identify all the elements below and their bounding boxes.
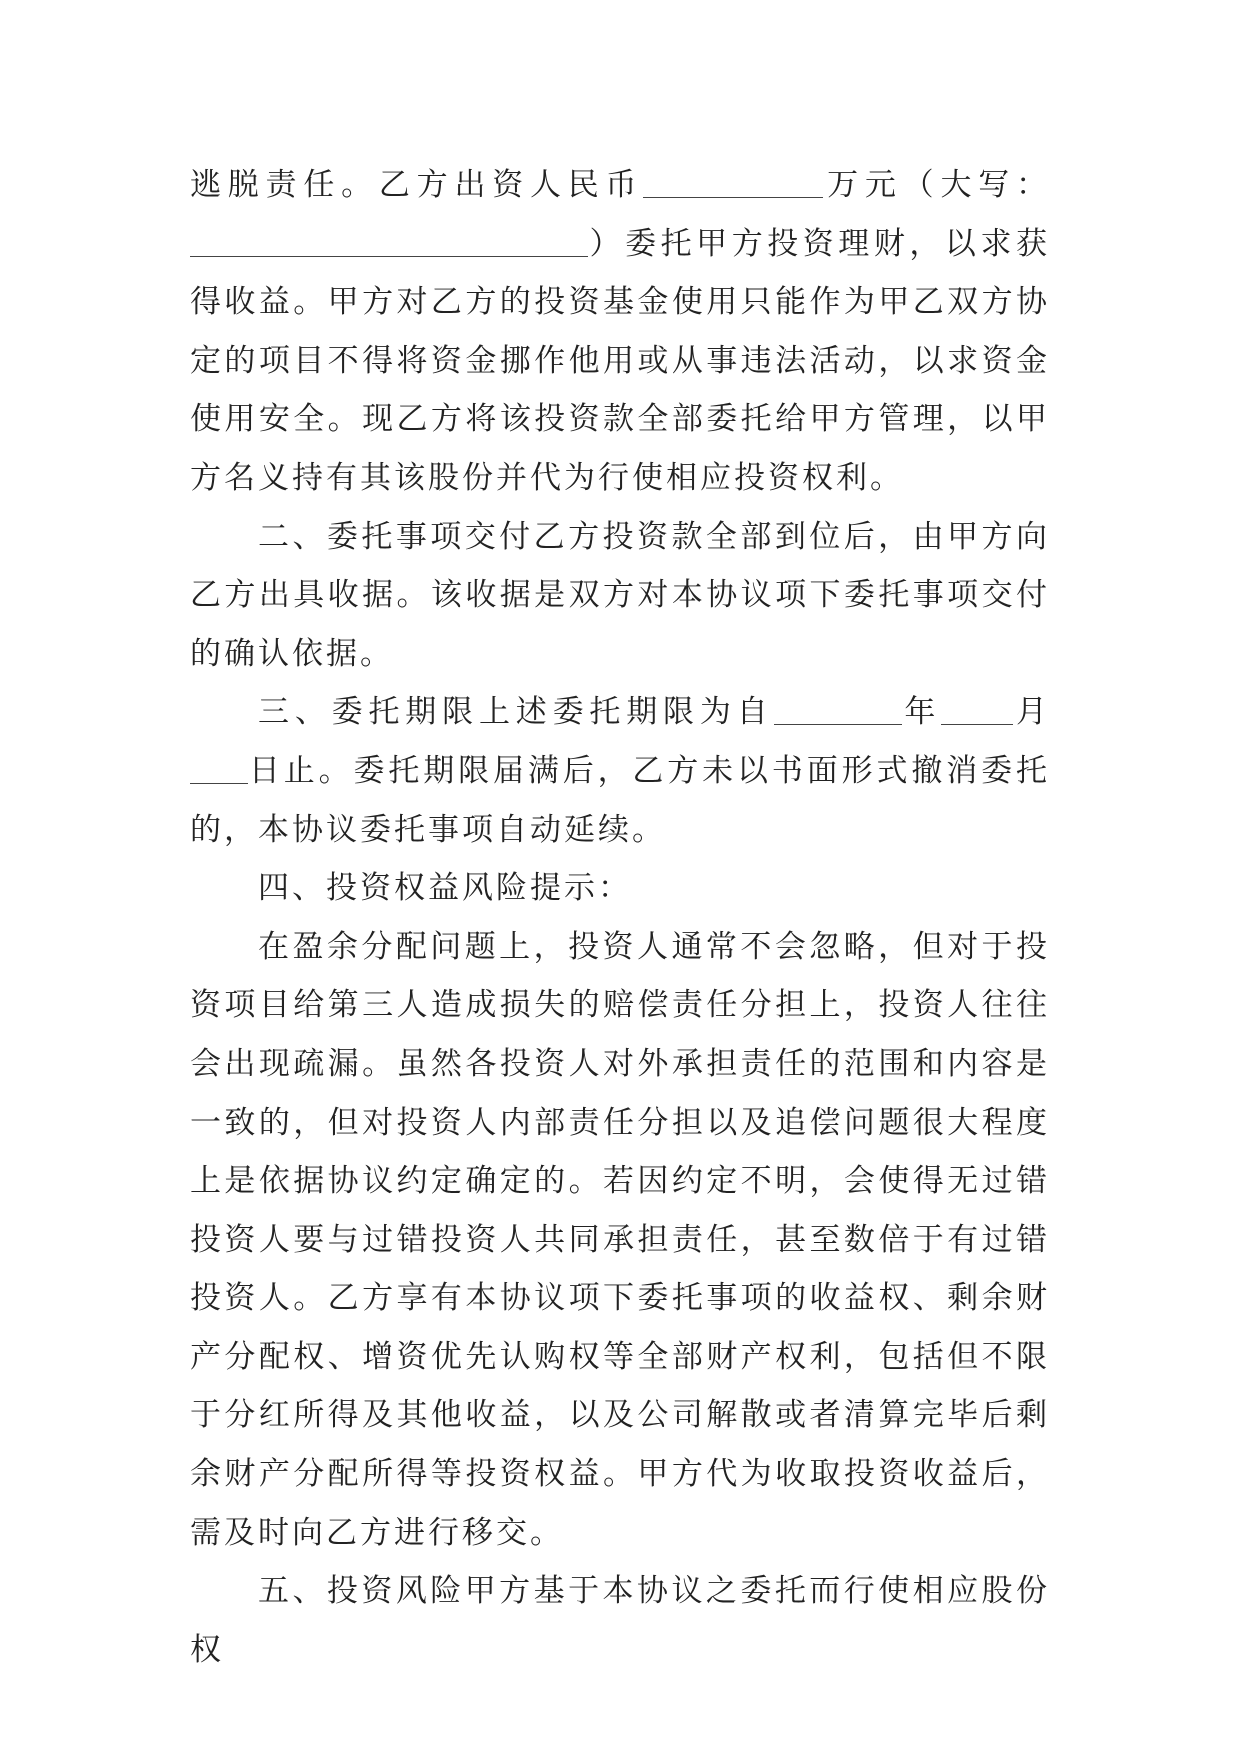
document-body	[190, 156, 1050, 1679]
day-blank-line	[190, 749, 248, 784]
term-text-start: 三、委托期限上述委托期限为自	[258, 694, 774, 731]
term-text-rest: 日止。委托期限届满后，乙方未以书面形式撤消委托的，本协议委托事项自动延续。	[190, 752, 1050, 848]
paragraph-risk-heading: 四、投资权益风险提示：	[258, 870, 632, 907]
paragraph-delivery: 二、委托事项交付乙方投资款全部到位后，由甲方向乙方出具收据。该收据是双方对本协议项下委托事项交付的确认依据。	[190, 518, 1050, 672]
month-blank-line	[941, 690, 1013, 725]
paragraph-investment-risk: 五、投资风险甲方基于本协议之委托而行使相应股份权	[190, 1573, 1050, 1668]
term-year-label: 年	[901, 694, 942, 731]
paragraph-risk-details: 在盈余分配问题上，投资人通常不会忽略，但对于投资项目给第三人造成损失的赔偿责任分担上，投资人往往会出现疏漏。虽然各投资人对外承担责任的范围和内容是一致的，但对投资人内部责任分担以及追偿问题很大程度上是依据协议约定确定的。若因约定不明，会使得无过错投资人要与过错投资人共同承担责任，甚至数倍于有过错投资人。乙方享有本协议项下委托事项的收益权、剩余财产分配权、增资优先认购权等全部财产权利，包括但不限于分红所得及其他收益，以及公司解散或者清算完毕后剩余财产分配所得等投资权益。甲方代为收取投资收益后，需及时向乙方进行移交。	[190, 928, 1050, 1551]
year-blank-line	[774, 690, 902, 725]
amount-in-words-blank-line	[190, 222, 588, 257]
amount-blank-line	[643, 163, 823, 198]
contribution-text-unit: 万元（大写：	[823, 167, 1051, 203]
contribution-text-rest: ）委托甲方投资理财，以求获得收益。甲方对乙方的投资基金使用只能作为甲乙双方协定的项目不得将资金挪作他用或从事违法活动，以求资金使用安全。现乙方将该投资款全部委托给甲方管理，以甲方名义持有其该股份并代为行使相应投资权利。	[190, 225, 1050, 496]
paragraph-capital-contribution	[190, 156, 1050, 508]
paragraph-term	[190, 683, 1050, 859]
contribution-text-start: 逃脱责任。乙方出资人民币	[190, 167, 644, 203]
term-month-label: 月	[1013, 694, 1051, 731]
